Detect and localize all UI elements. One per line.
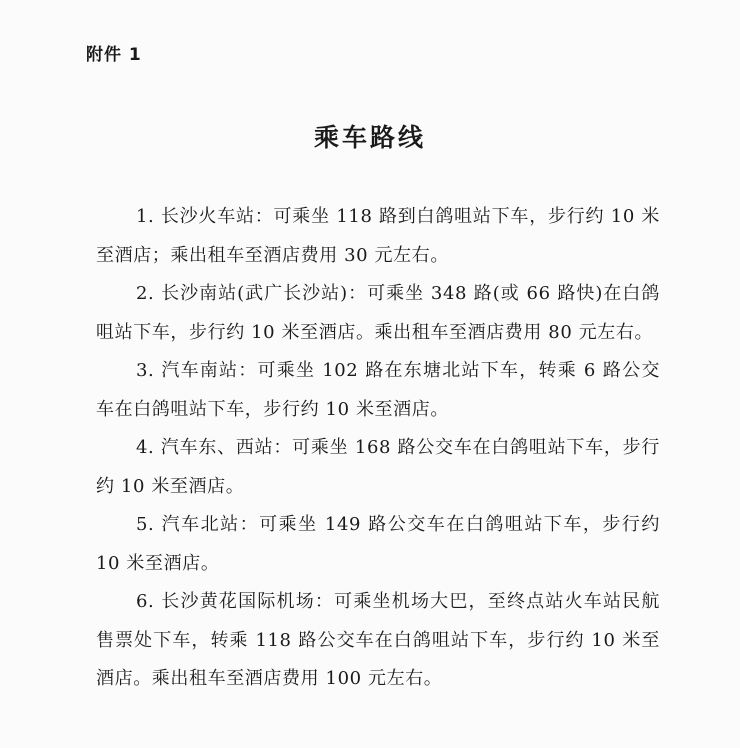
route-item-5: 5. 汽车北站：可乘坐 149 路公交车在白鸽咀站下车，步行约 10 米至酒店。 xyxy=(96,514,660,574)
route-list xyxy=(96,198,660,699)
route-item-2: 2. 长沙南站(武广长沙站)：可乘坐 348 路(或 66 路快)在白鸽咀站下车，步行约 10 米至酒店。乘出租车至酒店费用 80 元左右。 xyxy=(96,283,660,343)
route-item-4: 4. 汽车东、西站：可乘坐 168 路公交车在白鸽咀站下车，步行约 10 米至酒店。 xyxy=(96,437,660,497)
attachment-label: 附件 1 xyxy=(86,45,142,65)
route-item-6: 6. 长沙黄花国际机场：可乘坐机场大巴，至终点站火车站民航售票处下车，转乘 118 路公交车在白鸽咀站下车，步行约 10 米至酒店。乘出租车至酒店费用 100 元左右。 xyxy=(96,591,660,689)
route-item-3: 3. 汽车南站：可乘坐 102 路在东塘北站下车，转乘 6 路公交车在白鸽咀站下车，步行约 10 米至酒店。 xyxy=(96,360,660,420)
document-title: 乘车路线 xyxy=(313,123,426,152)
route-item-1: 1. 长沙火车站：可乘坐 118 路到白鸽咀站下车，步行约 10 米至酒店；乘出租车至酒店费用 30 元左右。 xyxy=(96,206,660,266)
